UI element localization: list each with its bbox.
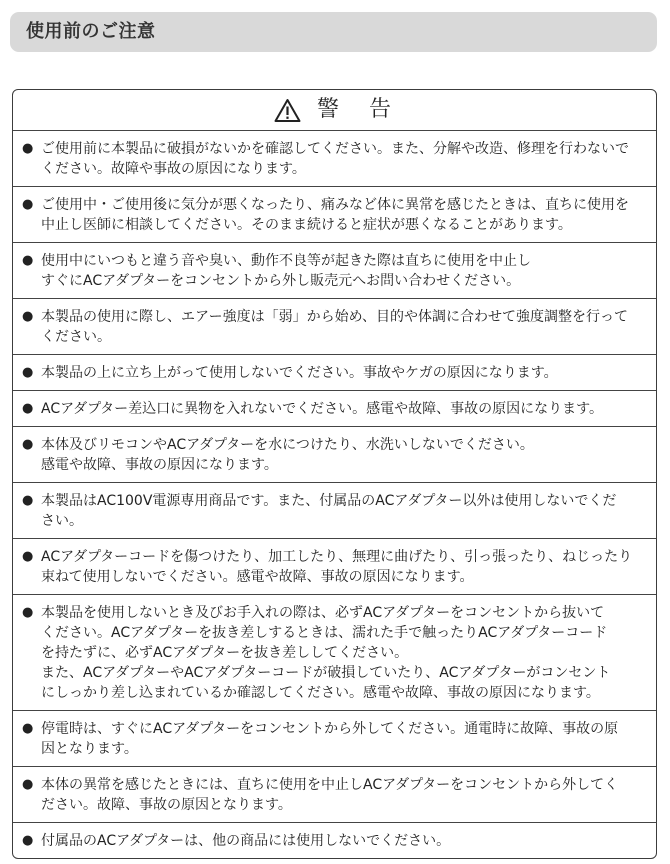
section-header: [10, 12, 657, 52]
warning-item: [13, 130, 656, 186]
warning-item-text: 本製品を使用しないとき及びお手入れの際は、必ずACアダプターをコンセントから抜いて ください。ACアダプターを抜き差しするときは、濡れた手で触ったりACアダプターコード を持たずに、必ずACアダプターを抜き差ししてください。 また、ACアダプターやACアダプターコードが破損していたり、ACアダプターがコンセント にしっかり差し込まれているか確認してください。感電や故障、事故の原因になります。: [41, 605, 611, 701]
warning-item: [13, 822, 656, 858]
warning-item: [13, 482, 656, 538]
bullet-icon: ●: [22, 141, 34, 156]
bullet-icon: ●: [22, 833, 34, 848]
warning-title: 警 告: [316, 97, 395, 122]
bullet-icon: ●: [22, 437, 34, 452]
warning-item-text: 本製品はAC100V電源専用商品です。また、付属品のACアダプター以外は使用しないでくだ さい。: [41, 493, 617, 529]
bullet-icon: ●: [22, 309, 34, 324]
bullet-icon: ●: [22, 253, 34, 268]
warning-item-text: ACアダプターコードを傷つけたり、加工したり、無理に曲げたり、引っ張ったり、ねじったり 束ねて使用しないでください。感電や故障、事故の原因になります。: [41, 549, 633, 585]
warning-item-text: ご使用前に本製品に破損がないかを確認してください。また、分解や改造、修理を行わないで ください。故障や事故の原因になります。: [41, 141, 629, 177]
bullet-icon: ●: [22, 493, 34, 508]
warning-item-text: 本製品の上に立ち上がって使用しないでください。事故やケガの原因になります。: [41, 365, 558, 381]
warning-item: [13, 594, 656, 710]
warning-item-text: ACアダプター差込口に異物を入れないでください。感電や故障、事故の原因になります。: [41, 401, 604, 417]
bullet-icon: ●: [22, 401, 34, 416]
warning-item: [13, 242, 656, 298]
bullet-icon: ●: [22, 721, 34, 736]
warning-item: [13, 390, 656, 426]
bullet-icon: ●: [22, 605, 34, 620]
warning-item: [13, 766, 656, 822]
warning-item-text: 付属品のACアダプターは、他の商品には使用しないでください。: [41, 833, 451, 849]
warning-item-text: 本製品の使用に際し、エアー強度は「弱」から始め、目的や体調に合わせて強度調整を行って ください。: [41, 309, 629, 345]
warning-box: [12, 89, 657, 859]
warning-item: [13, 186, 656, 242]
warning-item-text: 使用中にいつもと違う音や臭い、動作不良等が起きた際は直ちに使用を中止し すぐにACアダプターをコンセントから外し販売元へお問い合わせください。: [41, 253, 531, 289]
bullet-icon: ●: [22, 549, 34, 564]
warning-item: [13, 538, 656, 594]
bullet-icon: ●: [22, 777, 34, 792]
section-title: 使用前のご注意: [26, 21, 156, 42]
warning-item: [13, 298, 656, 354]
bullet-icon: ●: [22, 365, 34, 380]
warning-item-text: ご使用中・ご使用後に気分が悪くなったり、痛みなど体に異常を感じたときは、直ちに使用を 中止し医師に相談してください。そのまま続けると症状が悪くなることがあります。: [41, 197, 629, 233]
warning-item: [13, 710, 656, 766]
warning-item: [13, 354, 656, 390]
warning-triangle-icon: [274, 98, 301, 123]
warning-item: [13, 426, 656, 482]
bullet-icon: ●: [22, 197, 34, 212]
warning-item-text: 本体の異常を感じたときには、直ちに使用を中止しACアダプターをコンセントから外してく ださい。故障、事故の原因となります。: [41, 777, 619, 813]
warning-item-text: 停電時は、すぐにACアダプターをコンセントから外してください。通電時に故障、事故の原 因となります。: [41, 721, 619, 757]
warning-item-text: 本体及びリモコンやACアダプターを水につけたり、水洗いしないでください。 感電や故障、事故の原因になります。: [41, 437, 534, 473]
warning-title-row: [13, 90, 656, 130]
